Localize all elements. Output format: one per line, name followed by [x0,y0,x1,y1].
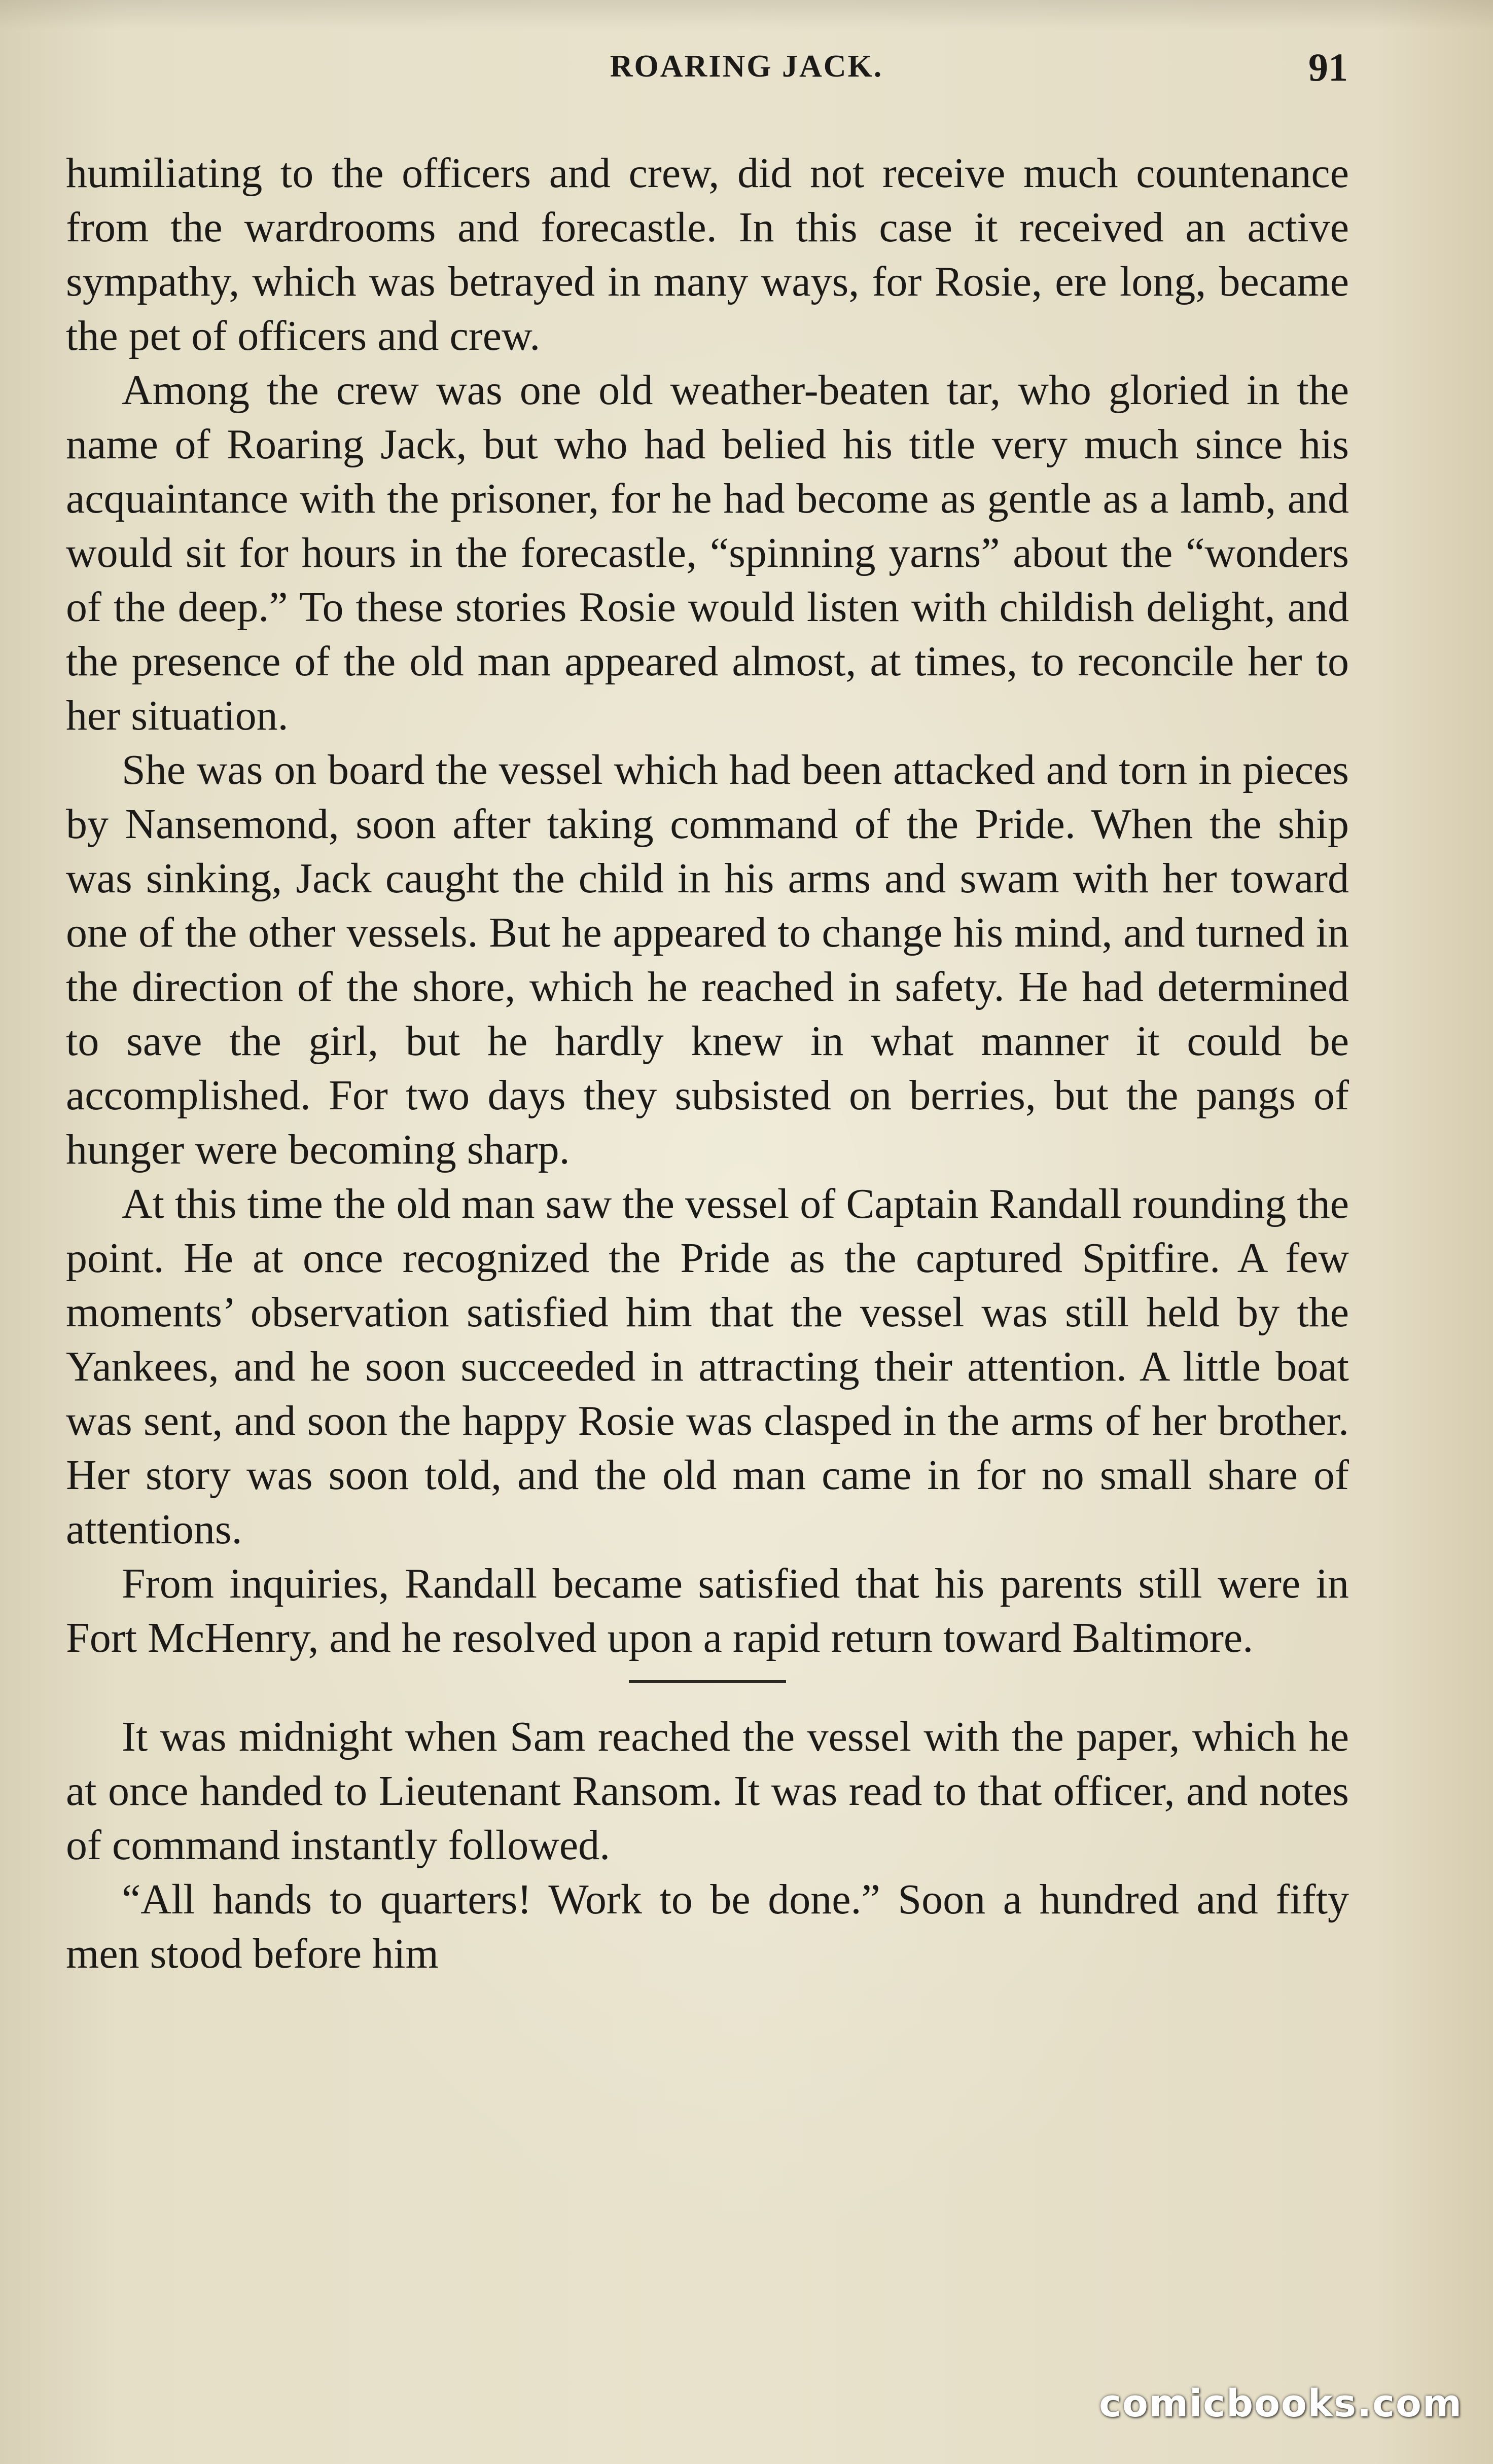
paragraph-captain-randall: At this time the old man saw the vessel of Captain Randall rounding the point. He at once recognized the Pride as the captured Spitfire. A few moments’ observation satisfied him that the vessel was still held by the Yankees, and he soon succeeded in attracting their attention. A little boat was sent, and soon the happy Rosie was clasped in the arms of her brother. Her story was soon told, and the old man came in for no small share of attentions. [66,1180,1349,1553]
show-through-shadow [0,0,1493,30]
paragraph-rescue: She was on board the vessel which had been attacked and torn in pieces by Nansemond, soon after taking command of the Pride. When the ship was sinking, Jack caught the child in his arms and swam with her toward one of the other vessels. But he appeared to change his mind, and turned in the direction of the shore, which he reached in safety. He had determined to save the girl, but he hardly knew in what manner it could be accomplished. For two days they subsisted on berries, but the pangs of hunger were becoming sharp. [66,746,1349,1173]
paragraph-continuation: humiliating to the officers and crew, did not receive much countenance from the wardrooms and forecastle. In this case it received an active sympathy, which was betrayed in many ways, for Rosie, ere long, became the pet of officers and crew. [66,150,1349,359]
section-divider [629,1680,786,1683]
body-text [66,146,1349,1981]
watermark: comicbooks.com [1099,2382,1463,2425]
paragraph-all-hands: “All hands to quarters! Work to be done.” Soon a hundred and fifty men stood before him [66,1876,1349,1977]
running-title: ROARING JACK. [610,49,883,84]
paragraph-roaring-jack: Among the crew was one old weather-beaten tar, who gloried in the name of Roaring Jack, but who had belied his title very much since his acquaintance with the prisoner, for he had become as gentle as a lamb, and would sit for hours in the forecastle, “spinning yarns” about the “wonders of the deep.” To these stories Rosie would listen with childish delight, and the presence of the old man appeared almost, at times, to reconcile her to her situation. [66,367,1349,739]
running-head [0,45,1493,94]
paragraph-inquiries: From inquiries, Randall became satisfied that his parents still were in Fort McHenry, and he resolved upon a rapid return toward Baltimore. [66,1560,1349,1661]
page-number: 91 [1308,45,1348,89]
paragraph-midnight: It was midnight when Sam reached the vessel with the paper, which he at once handed to Lieutenant Ransom. It was read to that officer, and notes of command instantly followed. [66,1713,1349,1869]
